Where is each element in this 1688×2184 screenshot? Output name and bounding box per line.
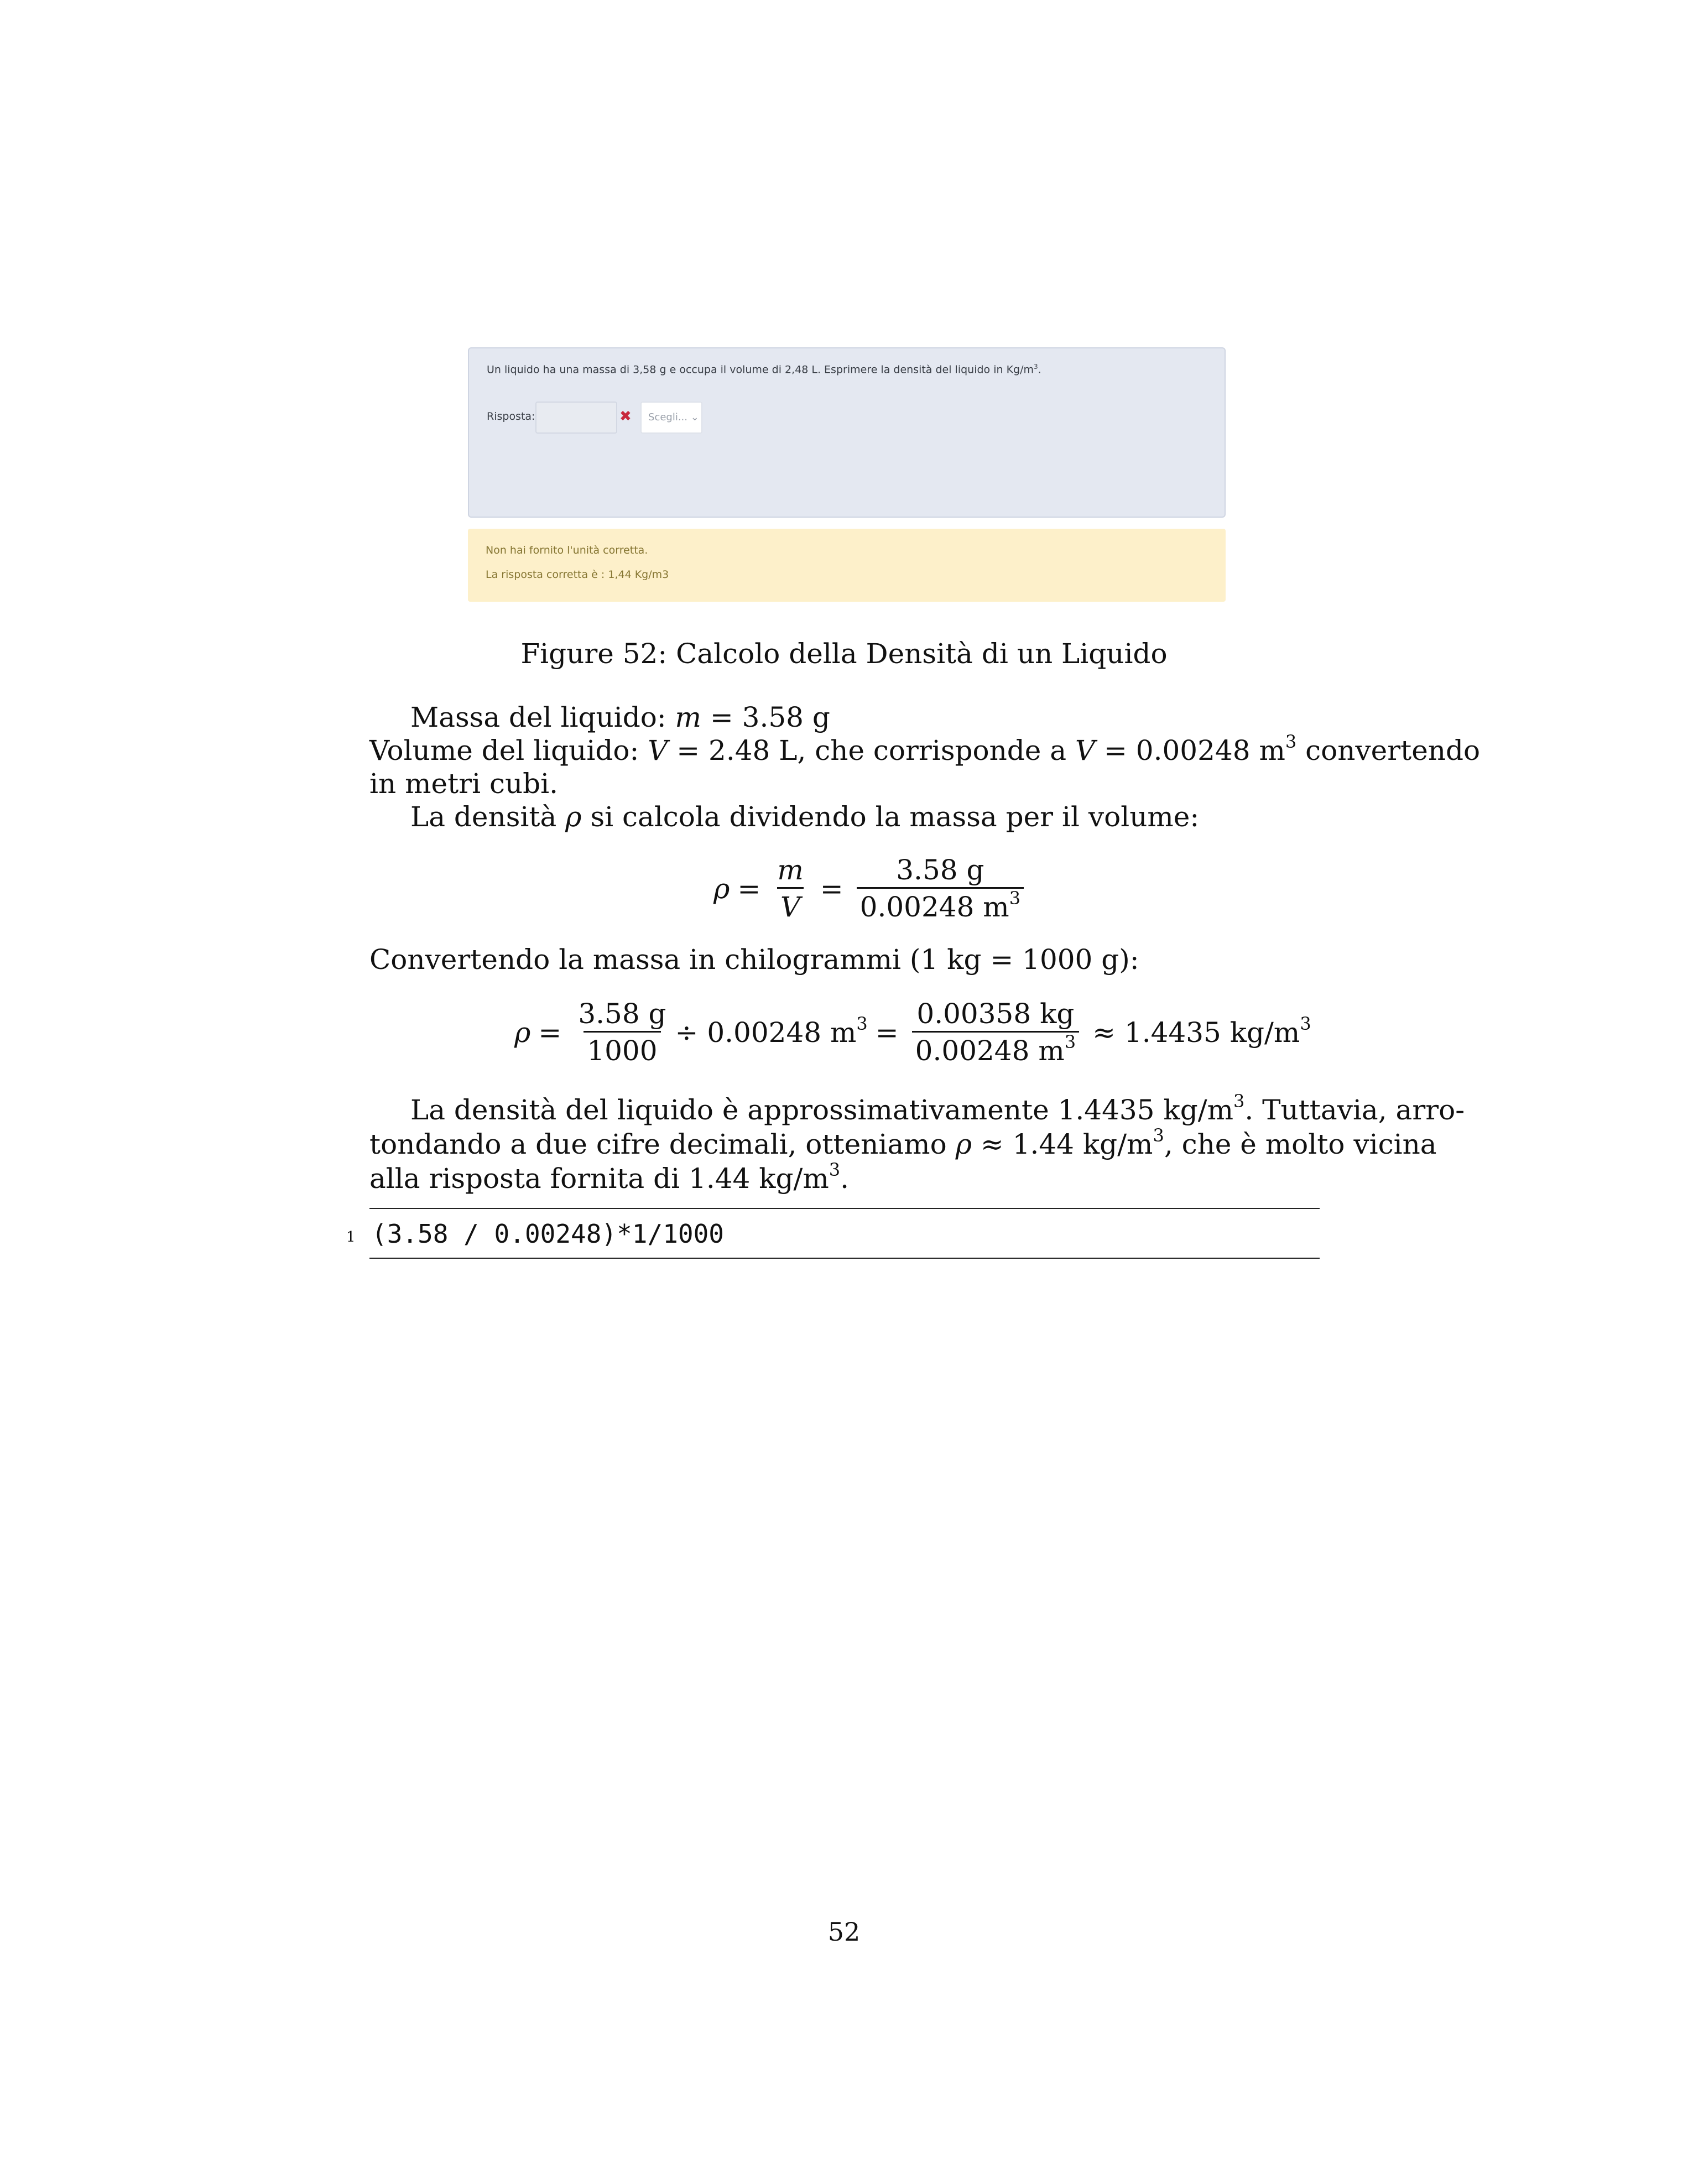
eq2-approx-result: ≈ 1.4435 kg/m (1092, 1016, 1300, 1049)
conclusion-text-2: tondando a due cifre decimali, otteniamo (369, 1128, 956, 1160)
eq2-equals-2: = (875, 1016, 899, 1049)
eq1-denominator-2: 0.00248 m (859, 891, 1009, 923)
conclusion-text-2c: , che è molto vicina (1164, 1128, 1437, 1160)
conclusion-exp-1: 3 (1233, 1091, 1245, 1112)
eq1-numerator: m (777, 854, 804, 886)
eq2-den-exponent: 3 (1064, 1031, 1076, 1052)
conversion-line: Convertendo la massa in chilogrammi (1 kg = 1000 g): (369, 944, 1139, 976)
conclusion-line-3 (369, 1159, 850, 1195)
eq1-exponent: 3 (1009, 888, 1021, 909)
volume-value: = 0.00248 m (1095, 734, 1285, 767)
eq2-fraction-1 (575, 1000, 669, 1065)
mass-value: = 3.58 g (701, 701, 830, 733)
equation-density-definition (713, 856, 1029, 921)
density-intro-text: La densità (410, 801, 566, 833)
density-intro-suffix: si calcola dividendo la massa per il volume: (581, 801, 1200, 833)
conclusion-period: . (840, 1163, 850, 1195)
code-bottom-rule (369, 1258, 1320, 1259)
volume-label: Volume del liquido: (369, 734, 648, 767)
quiz-feedback-box (468, 529, 1226, 602)
feedback-unit-message: Non hai fornito l'unità corretta. (486, 544, 648, 556)
conclusion-value: ≈ 1.44 kg/m (971, 1128, 1153, 1160)
eq1-equals-2: = (820, 872, 843, 905)
equation-density-conversion (514, 1000, 1311, 1065)
quiz-question-text (487, 363, 1041, 376)
volume-line (369, 731, 1481, 767)
eq2-numerator-1: 3.58 g (578, 998, 666, 1030)
eq2-denominator-1: 1000 (583, 1031, 660, 1065)
conclusion-text-1: La densità del liquido è approssimativamente 1.4435 kg/m (410, 1094, 1233, 1126)
eq2-div-exponent: 3 (856, 1013, 868, 1034)
code-line: (3.58 / 0.00248)*1/1000 (372, 1219, 724, 1249)
volume-var-2: V (1075, 734, 1096, 767)
volume-suffix: convertendo (1296, 734, 1481, 767)
eq2-denominator-2: 0.00248 m (915, 1035, 1065, 1067)
eq1-lhs: ρ (713, 872, 730, 905)
mass-var: m (675, 701, 701, 733)
mass-line (410, 703, 830, 731)
code-top-rule (369, 1208, 1320, 1209)
volume-text: = 2.48 L, che corrisponde a (668, 734, 1075, 767)
eq1-fraction-numeric (857, 856, 1024, 921)
eq2-result-exponent: 3 (1300, 1013, 1311, 1034)
eq2-lhs: ρ (514, 1016, 531, 1049)
conclusion-text-3: alla risposta fornita di 1.44 kg/m (369, 1163, 829, 1195)
answer-label: Risposta: (487, 410, 535, 423)
eq1-numerator-2: 3.58 g (896, 854, 984, 886)
eq2-fraction-2 (912, 1000, 1079, 1065)
question-exponent: 3 (1034, 363, 1038, 371)
density-intro (410, 803, 1199, 831)
eq2-equals: = (538, 1016, 562, 1049)
volume-var: V (648, 734, 668, 767)
eq1-fraction-symbolic (774, 856, 806, 921)
rho-symbol: ρ (565, 801, 582, 833)
eq2-numerator-2: 0.00358 kg (916, 998, 1075, 1030)
volume-continuation: in metri cubi. (369, 768, 559, 800)
eq1-denominator: V (777, 887, 804, 921)
conclusion-text-1b: . Tuttavia, arro- (1244, 1094, 1465, 1126)
code-line-number: 1 (346, 1229, 356, 1245)
eq1-equals: = (737, 872, 761, 905)
conclusion-line-1 (410, 1091, 1465, 1126)
mass-label: Massa del liquido: (410, 701, 675, 733)
incorrect-mark-icon: ✖ (619, 408, 632, 425)
question-period: . (1038, 363, 1041, 376)
answer-input[interactable] (535, 402, 617, 434)
eq2-division: ÷ 0.00248 m (675, 1016, 857, 1049)
quiz-question-card (468, 347, 1226, 518)
conclusion-exp-2: 3 (1153, 1125, 1164, 1146)
question-text: Un liquido ha una massa di 3,58 g e occupa il volume di 2,48 L. Esprimere la densità del liquido in Kg/m (487, 363, 1034, 376)
conclusion-line-2 (369, 1125, 1437, 1160)
conclusion-rho: ρ (955, 1128, 972, 1160)
volume-exponent: 3 (1285, 731, 1297, 752)
feedback-correct-answer: La risposta corretta è : 1,44 Kg/m3 (486, 569, 669, 581)
figure-caption: Figure 52: Calcolo della Densità di un Liquido (520, 638, 1168, 670)
page-number: 52 (827, 1917, 861, 1947)
unit-select[interactable]: Scegli... ⌄ (640, 402, 702, 434)
conclusion-exp-3: 3 (829, 1159, 841, 1180)
